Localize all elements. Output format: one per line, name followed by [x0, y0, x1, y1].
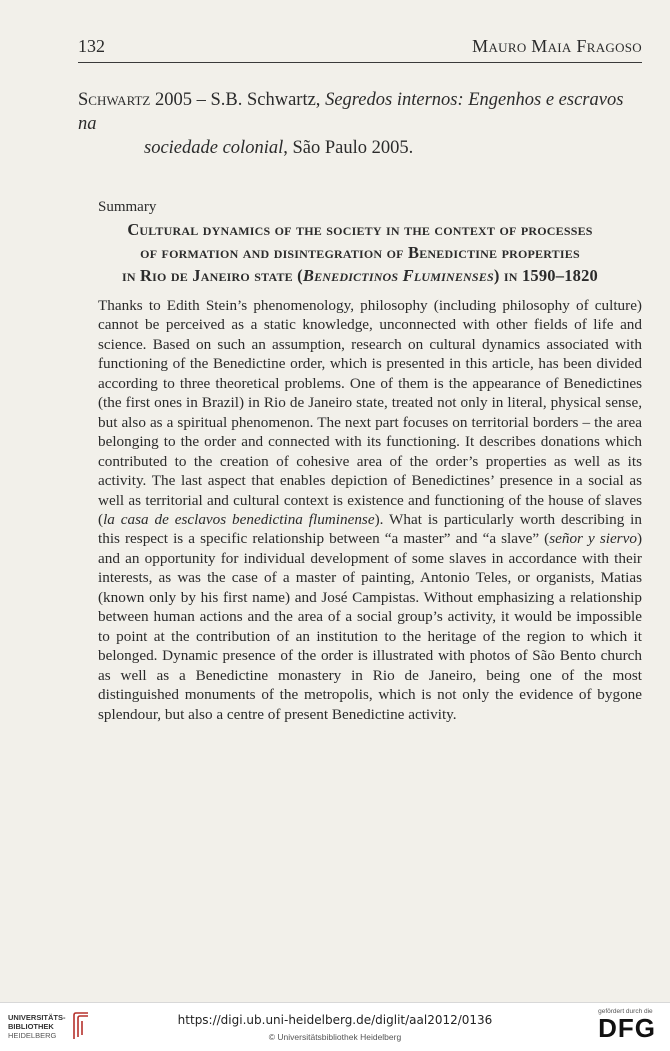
- library-name-line: UNIVERSITÄTS-: [8, 1012, 66, 1022]
- reference-key: Schwartz 2005: [78, 90, 192, 110]
- funder-note: gefördert durch die: [598, 1008, 653, 1015]
- reference-title-cont: sociedade colonial: [144, 138, 284, 158]
- summary-text-italic: la casa de esclavos benedictina fluminense: [103, 510, 375, 528]
- summary-title-line: [78, 264, 642, 287]
- summary-title-text: ) in 1590–1820: [493, 266, 598, 285]
- summary-text-segment: Thanks to Edith Stein’s phenomenology, philosophy (including philosophy of culture) cannot be perceived as a static knowledge, unconnected with other fields of life and science. Based on such an assumption, research on cultural dynamics associated with functioning of the Benedictine order, which is presented in this article, has been divided according to three theoretical problems. One of them is the appearance of Benedictines (the first ones in Brazil) in Rio de Janeiro state, treated not only in literal, physical sense, but also as a spiritual phenomenon. The next part focuses on territorial borders – the area belonging to the order and connected with its functioning. It describes donations which contributed to the creation of cohesive area of the order’s properties as well as its activity. The last aspect that enables depiction of Benedictines’ presence in a social as well as territorial and cultural context is existence and functioning of the house of slaves (: [98, 297, 642, 528]
- dfg-logo: DFG: [598, 1013, 656, 1043]
- copyright-notice: © Universitätsbibliothek Heidelberg: [268, 1032, 402, 1042]
- summary-title-italic: Benedictinos Fluminenses: [302, 266, 494, 285]
- summary-text-segment: ) and an opportunity for individual development of some slaves in accordance with their interests, as was the case of a master of painting, Antonio Teles, or organists, Matias (known only by his first name) and José Campistas. Without emphasizing a relationship between human actions and the area of a social group’s activity, it would be impossible to point at the contribution of an institution to the heritage of the region to which it belonged. Dynamic presence of the order is illustrated with photos of São Bento church as well as a Benedictine monastery in Rio de Janeiro, being one of the most distinguished monuments of the metropolis, which is not only the evidence of bygone splendour, but also a centre of present Benedictine activity.: [98, 530, 642, 723]
- library-name-line: HEIDELBERG: [8, 1030, 57, 1040]
- summary-title-line: Cultural dynamics of the society in the context of processes: [127, 220, 593, 239]
- summary-body: [98, 296, 642, 724]
- summary-title-text: in Rio de Janeiro state (: [122, 266, 303, 285]
- reference-continuation: [78, 136, 642, 160]
- running-head-author: Mauro Maia Fragoso: [472, 36, 642, 56]
- reference-text: – S.B. Schwartz,: [191, 90, 326, 110]
- summary-text-segment: ). What is particularly worth describing in this respect is a specific relationship between “a master” and “a slave” (: [98, 510, 642, 548]
- permalink-url[interactable]: https://digi.ub.uni-heidelberg.de/diglit/aal2012/0136: [177, 1013, 493, 1027]
- page-number: 132: [78, 36, 105, 56]
- running-head: [78, 36, 642, 63]
- reference-title: Segredos internos: Engenhos e escravos na: [78, 90, 624, 134]
- funder-logo[interactable]: [598, 1008, 656, 1042]
- summary-title-line: of formation and disintegration of Benedictine properties: [140, 243, 580, 262]
- summary-label: Summary: [98, 199, 157, 215]
- library-name-line: BIBLIOTHEK: [8, 1021, 54, 1031]
- bibliography-entry: [78, 88, 642, 160]
- summary-paragraph: [98, 296, 642, 724]
- viewer-footer: [0, 1002, 670, 1051]
- reference-place-year: , São Paulo 2005.: [283, 138, 414, 158]
- summary-text-italic: señor y siervo: [549, 530, 637, 548]
- summary-title: [78, 218, 642, 287]
